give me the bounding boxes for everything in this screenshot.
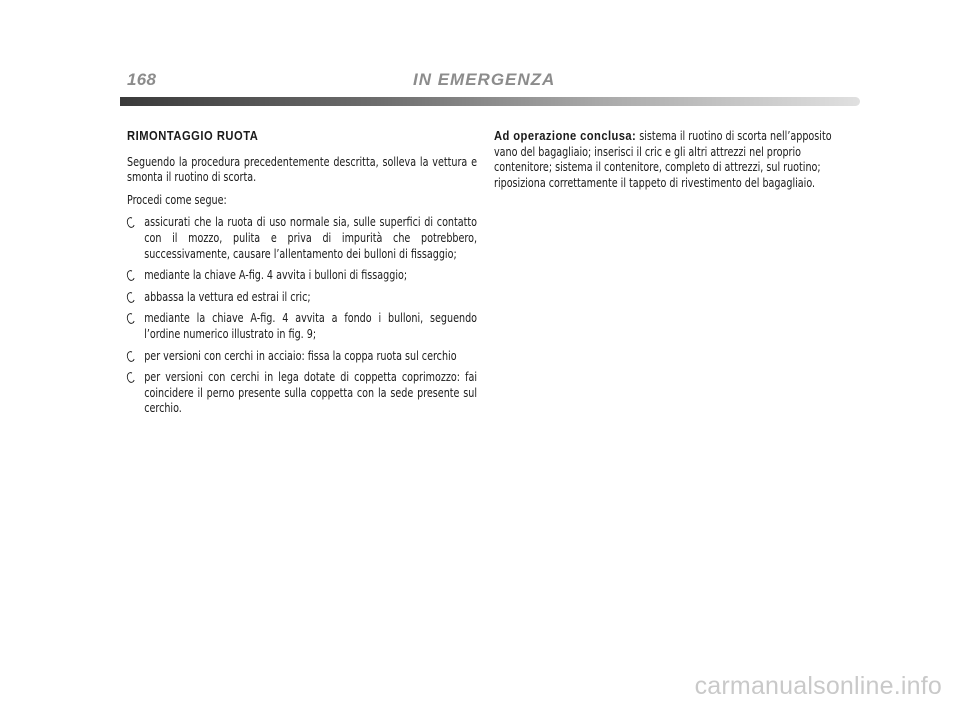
intro-paragraph: Seguendo la procedura precedentemente descritta, solleva la vettura e smonta il ruotino di scorta. xyxy=(127,153,478,185)
conclusion-text: sistema il ruotino di scorta nell’apposito vano del bagagliaio; inserisci il cric e gli altri attrezzi nel proprio contenitore; sistema il contenitore, completo di attrezzi, sul ruotino; riposiziona correttamente il tappeto di rivestimento del bagagliaio. xyxy=(494,128,832,190)
list-item xyxy=(127,348,477,364)
list-item xyxy=(127,369,477,416)
left-column xyxy=(127,128,477,422)
procedure-label: Procedi come segue: xyxy=(127,191,227,207)
right-column xyxy=(494,128,853,197)
step-text: mediante la chiave A-fig. 4 avvita i bulloni di fissaggio; xyxy=(144,267,408,283)
bullet-icon xyxy=(126,371,137,384)
conclusion-lead: Ad operazione conclusa: xyxy=(494,128,637,143)
bullet-icon xyxy=(126,269,137,282)
bullet-icon xyxy=(126,291,137,304)
header-rule xyxy=(120,97,860,106)
step-text: per versioni con cerchi in lega dotate di coppetta coprimozzo: fai coincidere il perno presente sulla coppetta con la sede presente sul cerchio. xyxy=(144,369,478,416)
page-number: 168 xyxy=(127,70,157,89)
step-text: assicurati che la ruota di uso normale sia, sulle superfici di contatto con il mozzo, pulita e priva di impurità che potrebbero, successivamente, causare l’allentamento dei bulloni di fissaggio; xyxy=(144,214,478,261)
steps-list xyxy=(127,214,477,416)
watermark[interactable]: carmanualsonline.info xyxy=(694,672,942,700)
list-item xyxy=(127,214,477,261)
step-text: per versioni con cerchi in acciaio: fissa la coppa ruota sul cerchio xyxy=(144,347,457,363)
bullet-icon xyxy=(126,312,137,325)
conclusion-paragraph xyxy=(494,128,853,190)
list-item xyxy=(127,289,477,305)
step-text: mediante la chiave A-fig. 4 avvita a fondo i bulloni, seguendo l’ordine numerico illustrato in fig. 9; xyxy=(144,310,478,341)
section-title: IN EMERGENZA xyxy=(413,70,556,89)
bullet-icon xyxy=(126,349,137,362)
bullet-icon xyxy=(126,216,137,229)
section-heading: RIMONTAGGIO RUOTA xyxy=(127,128,259,143)
step-text: abbassa la vettura ed estrai il cric; xyxy=(144,288,311,304)
list-item xyxy=(127,310,477,341)
list-item xyxy=(127,267,477,283)
